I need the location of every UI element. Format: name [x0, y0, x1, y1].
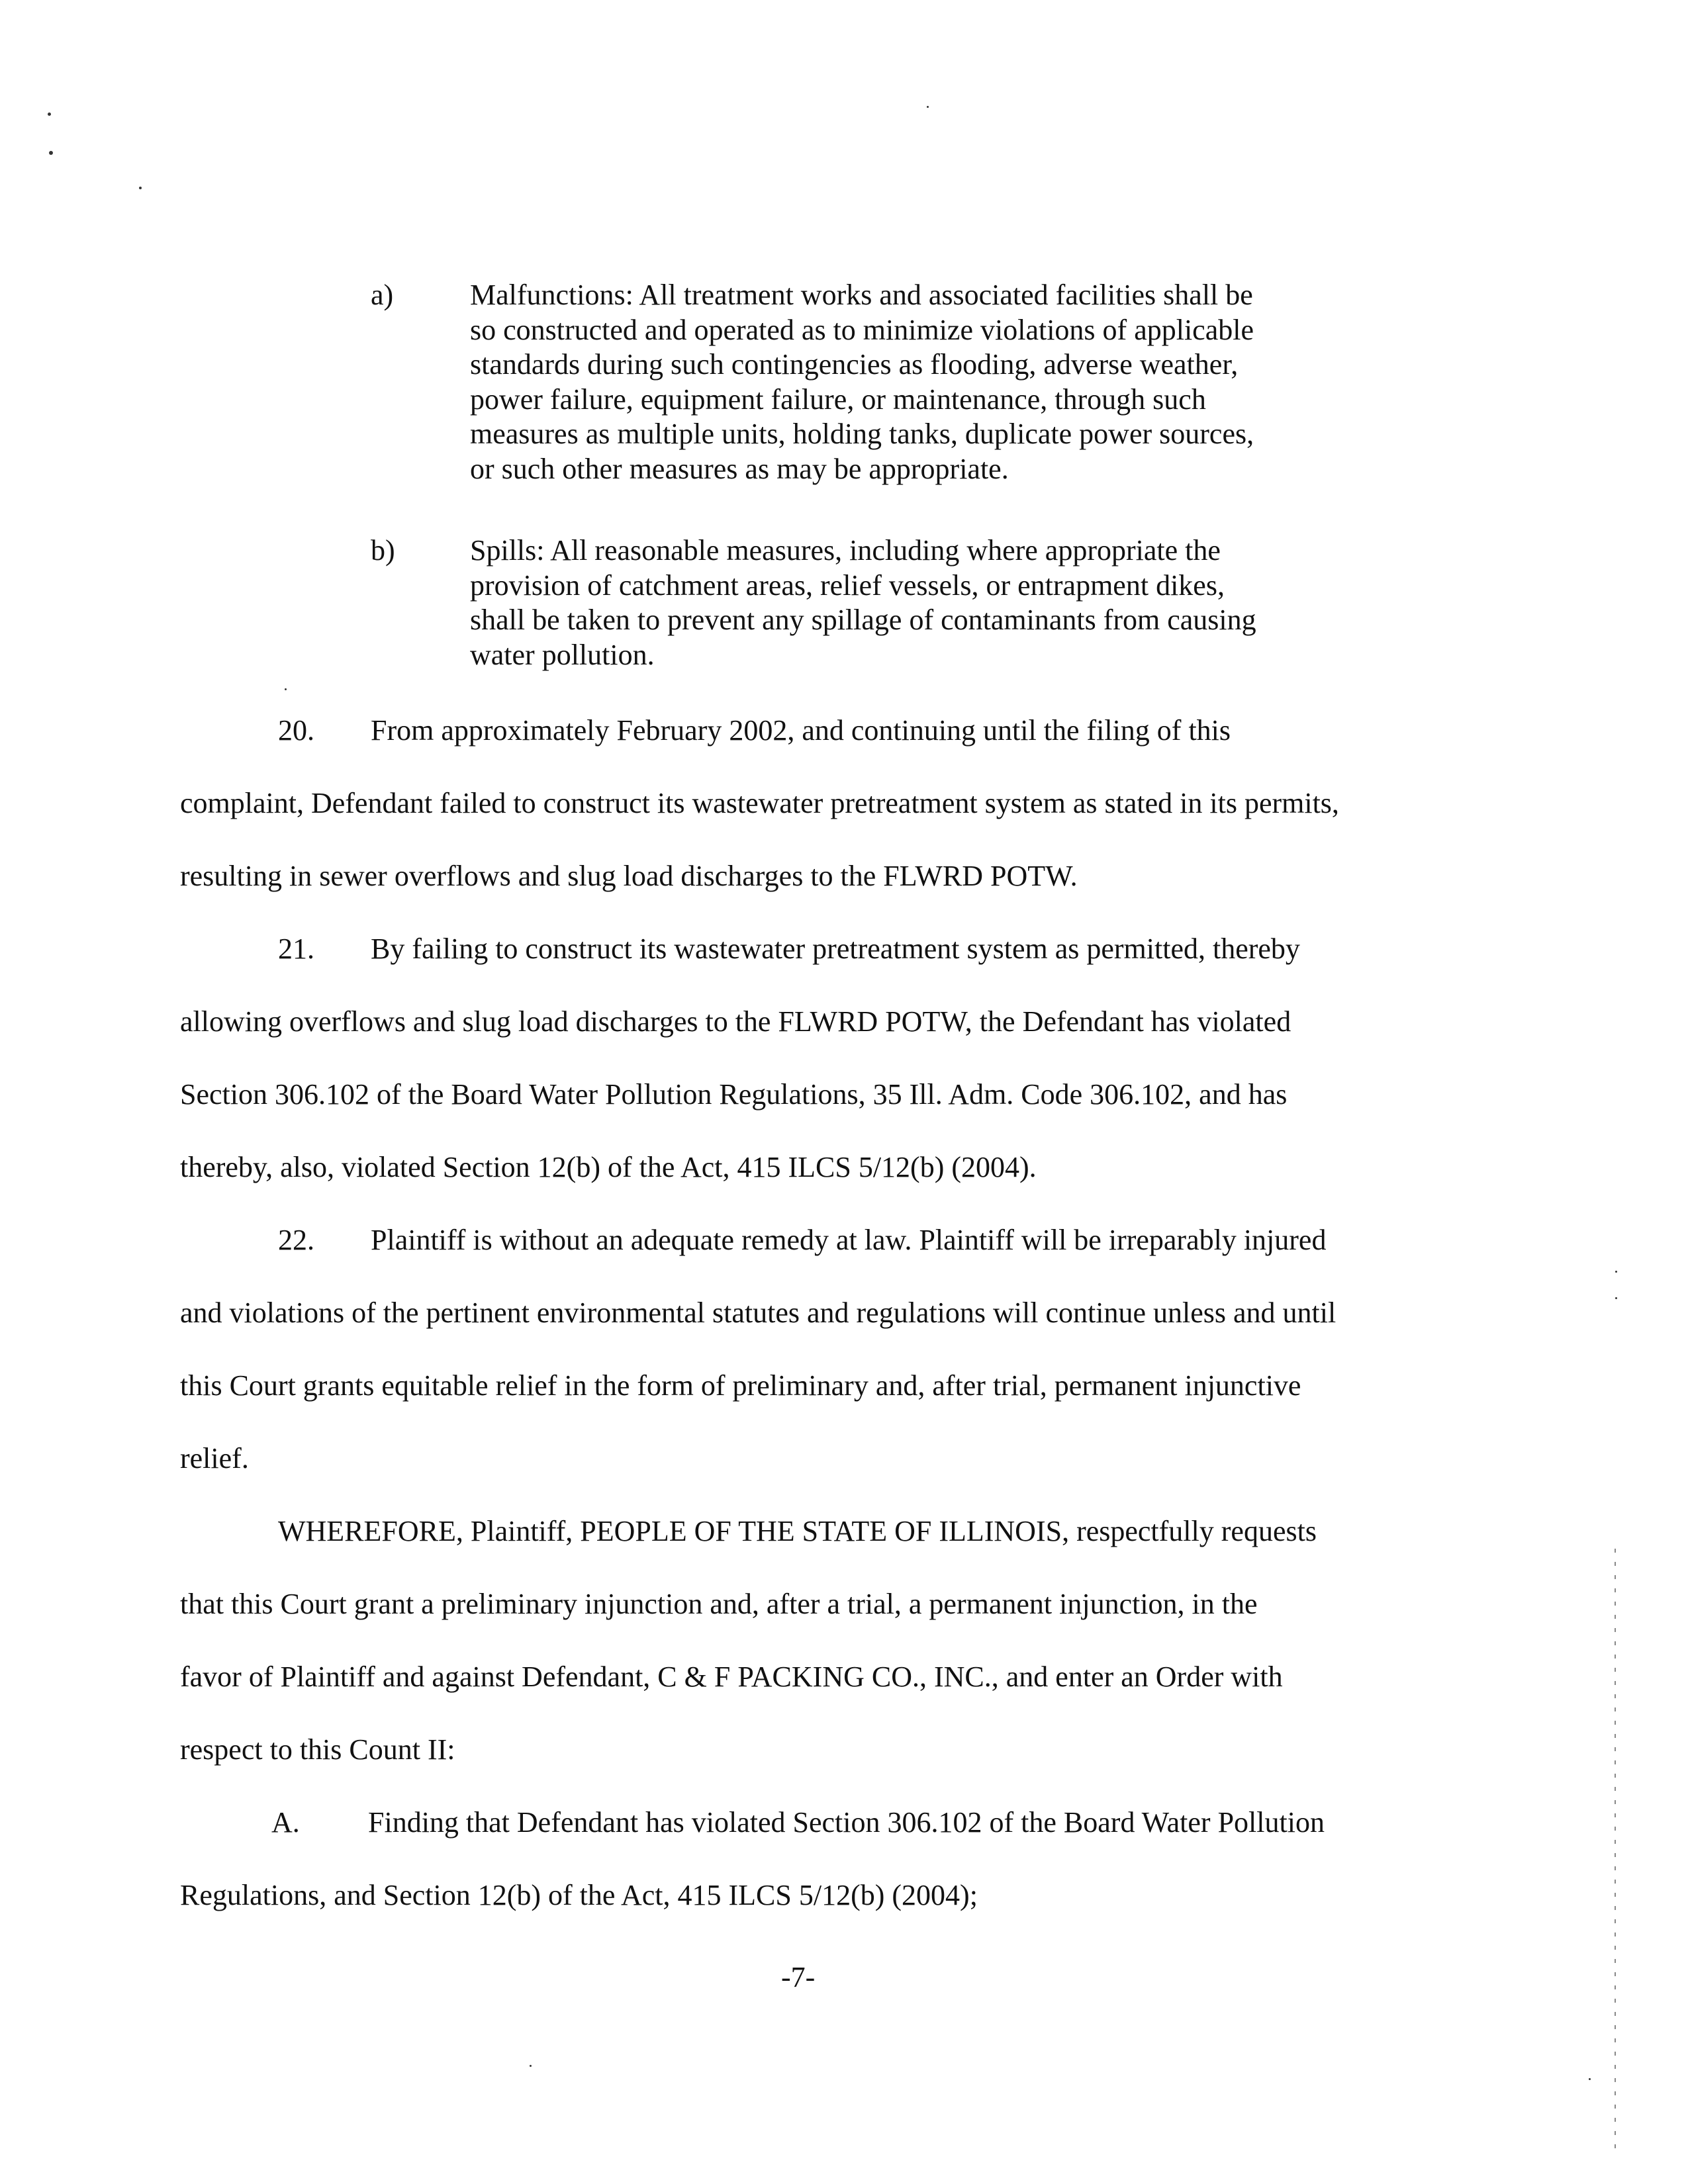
scan-speck [285, 688, 287, 690]
scan-speck [139, 187, 142, 189]
paragraph-number: 20. [278, 714, 314, 747]
scan-speck [1615, 1297, 1617, 1299]
scan-speck [530, 2065, 532, 2067]
paragraph-line: thereby, also, violated Section 12(b) of the Act, 415 ILCS 5/12(b) (2004). [180, 1151, 1037, 1183]
sub-item-line: standards during such contingencies as flooding, adverse weather, [470, 348, 1239, 381]
paragraph-line: resulting in sewer overflows and slug load discharges to the FLWRD POTW. [180, 860, 1078, 892]
paragraph-line: By failing to construct its wastewater pretreatment system as permitted, thereby [371, 933, 1300, 965]
scan-edge-artifact [1602, 1549, 1628, 2158]
scan-speck [1589, 2078, 1591, 2080]
sub-item-text [470, 533, 1344, 672]
paragraph-line: respect to this Count II: [180, 1733, 455, 1766]
scan-speck [1615, 1271, 1617, 1273]
paragraph-line: that this Court grant a preliminary injunction and, after a trial, a permanent injunction, in the [180, 1588, 1258, 1620]
paragraph-line: this Court grants equitable relief in the form of preliminary and, after trial, permanent injunctive [180, 1369, 1301, 1402]
sub-item-line: or such other measures as may be appropriate. [470, 452, 1009, 485]
paragraph-line: favor of Plaintiff and against Defendant, C & F PACKING CO., INC., and enter an Order with [180, 1661, 1283, 1693]
paragraph-number: A. [271, 1806, 300, 1839]
paragraph-line: From approximately February 2002, and continuing until the filing of this [371, 714, 1231, 747]
sub-item-line: measures as multiple units, holding tanks, duplicate power sources, [470, 418, 1254, 450]
sub-item-line: shall be taken to prevent any spillage of contaminants from causing [470, 604, 1256, 636]
sub-item-text [470, 278, 1344, 486]
sub-item-line: provision of catchment areas, relief vessels, or entrapment dikes, [470, 569, 1225, 602]
paragraph-line: and violations of the pertinent environmental statutes and regulations will continue unless and until [180, 1297, 1336, 1329]
sub-item-letter: a) [371, 279, 394, 311]
paragraph-line: Plaintiff is without an adequate remedy at law. Plaintiff will be irreparably injured [371, 1224, 1327, 1256]
scan-speck [927, 106, 929, 108]
paragraph-line: Finding that Defendant has violated Section 306.102 of the Board Water Pollution [368, 1806, 1325, 1839]
scan-speck [49, 151, 53, 155]
paragraph-line: complaint, Defendant failed to construct its wastewater pretreatment system as stated in its permits, [180, 787, 1339, 819]
paragraph-line: WHEREFORE, Plaintiff, PEOPLE OF THE STATE OF ILLINOIS, respectfully requests [278, 1515, 1317, 1547]
sub-item-line: power failure, equipment failure, or maintenance, through such [470, 383, 1206, 416]
paragraph-line: Section 306.102 of the Board Water Pollution Regulations, 35 Ill. Adm. Code 306.102, and has [180, 1078, 1288, 1111]
sub-item-line: Spills: All reasonable measures, including where appropriate the [470, 534, 1221, 567]
sub-item-letter: b) [371, 534, 395, 567]
sub-item-line: so constructed and operated as to minimize violations of applicable [470, 313, 1254, 346]
paragraph-line: Regulations, and Section 12(b) of the Act, 415 ILCS 5/12(b) (2004); [180, 1879, 978, 1911]
page-number: -7- [781, 1961, 816, 1993]
paragraph-line: allowing overflows and slug load discharges to the FLWRD POTW, the Defendant has violated [180, 1005, 1291, 1038]
paragraph-number: 21. [278, 933, 314, 965]
scan-speck [48, 113, 51, 116]
sub-item-line: water pollution. [470, 638, 655, 671]
paragraph-number: 22. [278, 1224, 314, 1256]
sub-item-line: Malfunctions: All treatment works and associated facilities shall be [470, 279, 1253, 311]
paragraph-line: relief. [180, 1442, 249, 1475]
